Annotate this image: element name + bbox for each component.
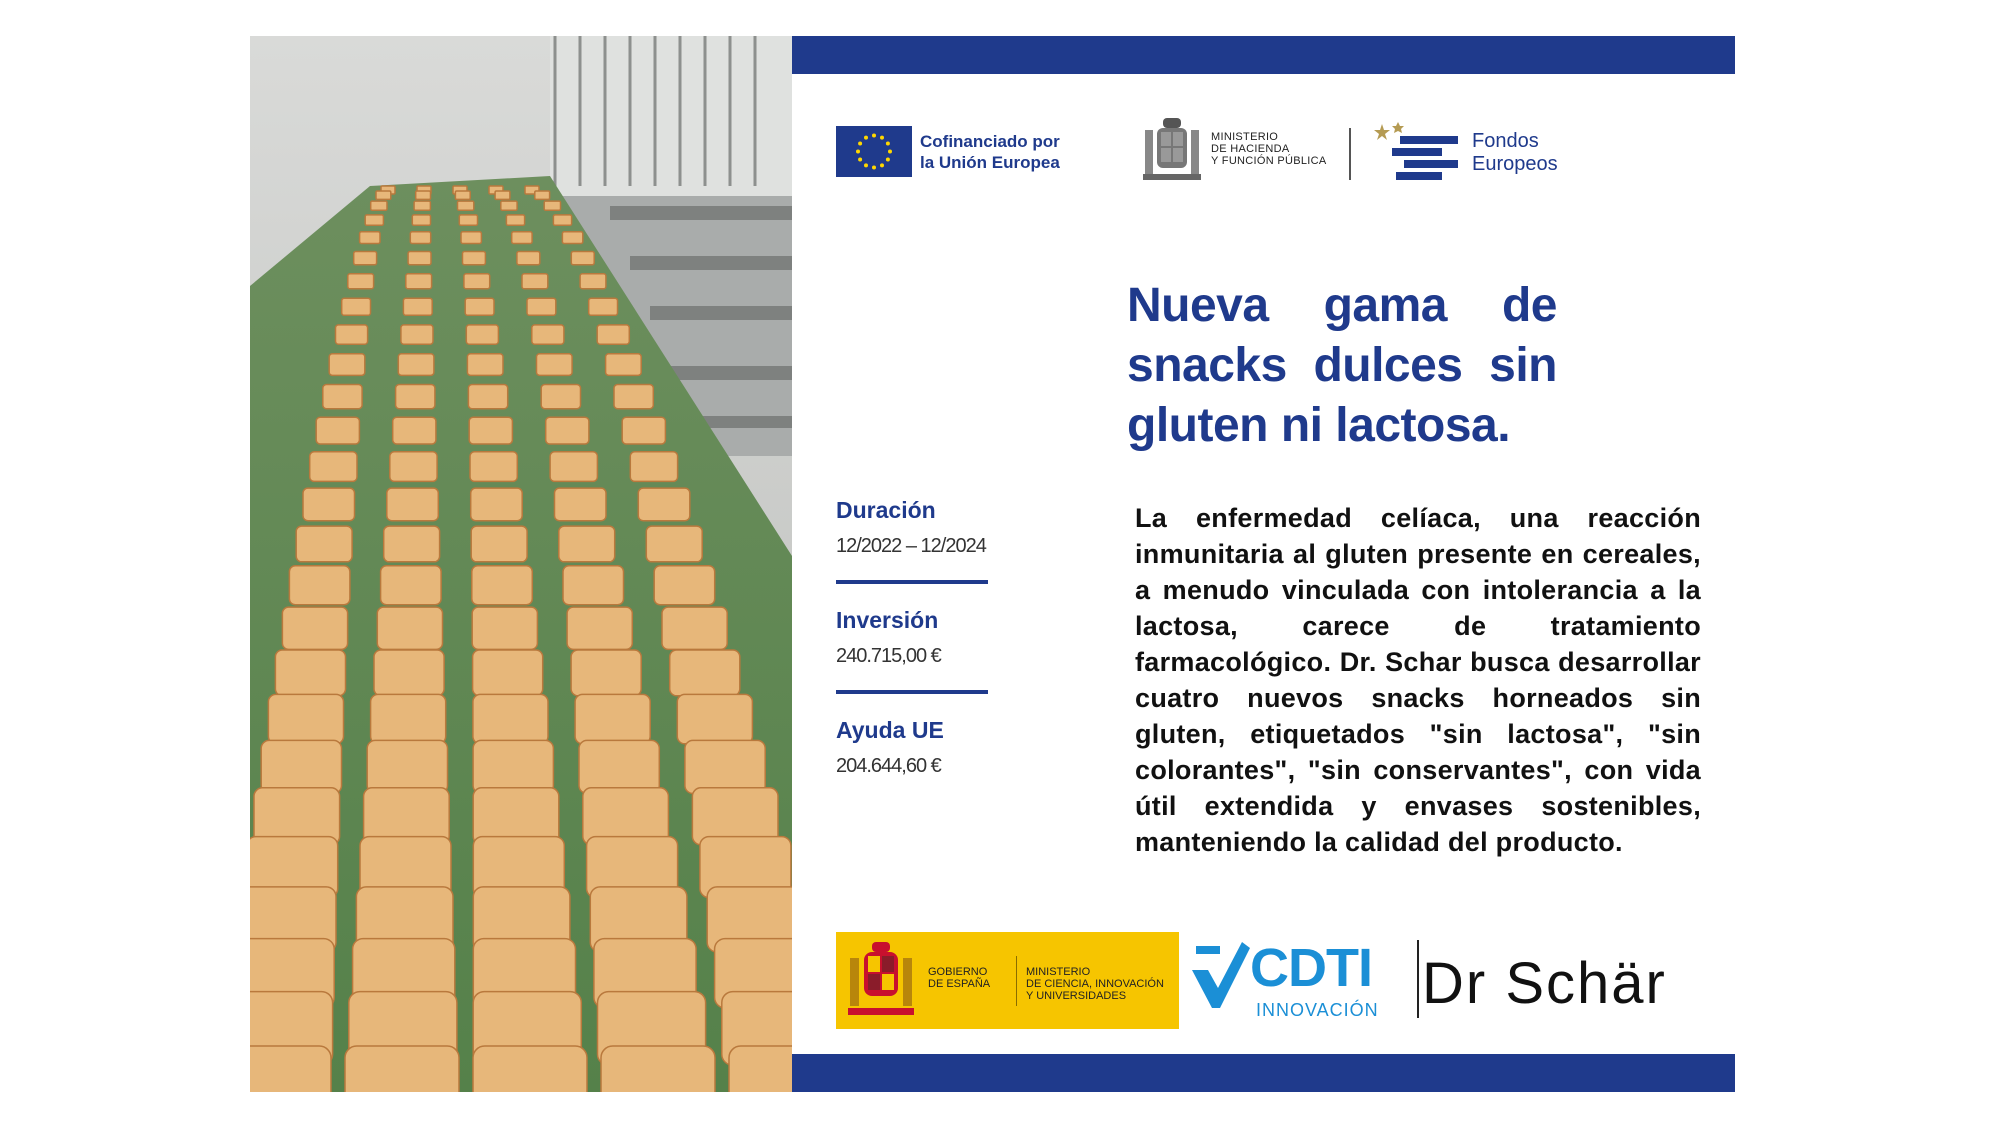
biscuit (670, 650, 740, 696)
biscuit (374, 650, 444, 696)
biscuit (601, 1046, 715, 1092)
biscuit (463, 252, 486, 265)
biscuit (345, 1046, 459, 1092)
bottom-band (792, 1054, 1735, 1092)
fact-inversion (836, 606, 988, 670)
cdti-logo (1192, 932, 1379, 1032)
biscuit (472, 566, 533, 605)
biscuit (381, 566, 442, 605)
eu-star-icon (858, 142, 862, 146)
biscuit (412, 215, 430, 225)
biscuit (396, 385, 435, 409)
eu-star-icon (872, 166, 876, 170)
schar-divider (1417, 940, 1419, 1018)
biscuit (646, 526, 702, 562)
biscuit (535, 191, 550, 199)
biscuit (398, 354, 434, 376)
fact-divider (836, 690, 988, 694)
biscuit (289, 566, 350, 605)
biscuit (336, 325, 368, 344)
fact-value: 204.644,60 € (836, 755, 941, 777)
biscuit (466, 325, 498, 344)
production-line-photo (250, 36, 792, 1092)
biscuit (468, 385, 507, 409)
biscuit (517, 252, 540, 265)
fact-label: Duración (836, 497, 936, 523)
dr-schar-logo: Dr Schär (1422, 951, 1667, 1016)
biscuit (310, 452, 357, 482)
fondos-europeos-logo (1374, 122, 1558, 184)
biscuit (406, 274, 432, 289)
biscuit (589, 298, 618, 315)
eu-cofinanced-logo (836, 126, 1060, 177)
biscuit (348, 274, 374, 289)
biscuit (562, 232, 582, 244)
biscuit (544, 201, 560, 210)
cdti-arrow-icon (1192, 942, 1252, 1012)
ministerio-ciencia-text: MINISTERIO DE CIENCIA, INNOVACIÓN Y UNIVERSIDADES (1026, 966, 1164, 1002)
biscuit (384, 526, 440, 562)
fact-divider (836, 580, 988, 584)
biscuit (455, 191, 470, 199)
biscuit (282, 607, 347, 649)
biscuit (371, 694, 446, 743)
biscuit (360, 232, 380, 244)
gobierno-text: GOBIERNO DE ESPAÑA (928, 966, 991, 990)
eu-flag-icon (836, 126, 912, 177)
biscuit (458, 201, 474, 210)
fact-label: Ayuda UE (836, 717, 944, 743)
biscuit (630, 452, 677, 482)
top-band (792, 36, 1735, 74)
biscuit (473, 740, 553, 793)
biscuit (473, 694, 548, 743)
biscuit (469, 417, 512, 444)
biscuit (546, 417, 589, 444)
biscuit (354, 252, 377, 265)
biscuit (638, 488, 690, 521)
biscuit (662, 607, 727, 649)
biscuit (550, 452, 597, 482)
biscuit (571, 650, 641, 696)
eu-star-icon (858, 158, 862, 162)
biscuit (729, 1046, 792, 1092)
biscuit (541, 385, 580, 409)
project-title: Nueva gama de snacks dulces sin gluten ni lactosa. (1127, 279, 1557, 452)
fact-value: 240.715,00 € (836, 645, 941, 667)
biscuit (527, 298, 556, 315)
eu-star-icon (880, 136, 884, 140)
fact-duracion (836, 496, 988, 560)
biscuit (465, 298, 494, 315)
biscuit (555, 488, 607, 521)
biscuit (473, 1046, 587, 1092)
biscuit (296, 526, 352, 562)
project-description: La enfermedad celíaca, una reacción inmunitaria al gluten presente en cereales, a menudo vinculada con intolerancia a la lactosa, carece de tratamiento farmacológico. Dr. Schar busca desarrollar cuatro nuevos snacks horneados sin gluten, etiquetados "sin lactosa", "sin colorantes", "sin conservantes", con vida útil extendida y envases sostenibles, manteniendo la calidad del producto. (1135, 503, 1701, 857)
biscuit (376, 191, 391, 199)
biscuit (471, 526, 527, 562)
biscuit (537, 354, 573, 376)
eu-star-icon (886, 158, 890, 162)
poster (250, 36, 1735, 1092)
biscuit (571, 252, 594, 265)
biscuit (410, 232, 430, 244)
biscuit (408, 252, 431, 265)
biscuit (553, 215, 571, 225)
fact-value: 12/2022 – 12/2024 (836, 535, 986, 557)
logo-divider (1349, 128, 1351, 180)
biscuit (470, 452, 517, 482)
biscuit (459, 215, 477, 225)
biscuit (563, 566, 624, 605)
gobierno-espana-logo (836, 932, 1179, 1029)
biscuit (250, 1046, 331, 1092)
biscuit (512, 232, 532, 244)
biscuit (614, 385, 653, 409)
biscuit (387, 488, 439, 521)
biscuit (365, 215, 383, 225)
eu-star-icon (886, 142, 890, 146)
biscuit (464, 274, 490, 289)
cdti-subtitle: INNOVACIÓN (1256, 1000, 1379, 1020)
biscuit (575, 694, 650, 743)
biscuit (501, 201, 517, 210)
eu-star-icon (856, 150, 860, 154)
biscuit (580, 274, 606, 289)
biscuit (559, 526, 615, 562)
biscuit (416, 191, 431, 199)
biscuit (567, 607, 632, 649)
biscuit (532, 325, 564, 344)
spain-crest-icon (846, 942, 916, 1018)
eu-star-icon (888, 150, 892, 154)
biscuit (323, 385, 362, 409)
biscuit (377, 607, 442, 649)
biscuit (390, 452, 437, 482)
ministerio-hacienda-text: MINISTERIO DE HACIENDA Y FUNCIÓN PÚBLICA (1211, 131, 1327, 167)
biscuit-conveyor-illustration (250, 36, 792, 1092)
biscuit (467, 354, 503, 376)
biscuit (506, 215, 524, 225)
biscuit (472, 607, 537, 649)
eu-star-icon (864, 163, 868, 167)
gobierno-divider (1016, 956, 1017, 1006)
biscuit (268, 694, 343, 743)
biscuit (495, 191, 510, 199)
biscuit (275, 650, 345, 696)
biscuit (401, 325, 433, 344)
eu-star-icon (880, 163, 884, 167)
biscuit (371, 201, 387, 210)
ministerio-hacienda-logo (1141, 116, 1327, 182)
biscuit (393, 417, 436, 444)
biscuit (579, 740, 659, 793)
biscuit (367, 740, 447, 793)
biscuit (471, 488, 523, 521)
biscuit (606, 354, 642, 376)
biscuit (316, 417, 359, 444)
biscuit (342, 298, 371, 315)
biscuit (403, 298, 432, 315)
biscuit (597, 325, 629, 344)
eu-logo-text: Cofinanciado por la Unión Europea (920, 131, 1060, 172)
biscuit (654, 566, 715, 605)
biscuit (685, 740, 765, 793)
fact-label: Inversión (836, 607, 939, 633)
fondos-europeos-text: Fondos Europeos (1472, 130, 1558, 175)
fondos-europeos-icon (1374, 122, 1460, 184)
eu-star-icon (872, 134, 876, 138)
biscuit (261, 740, 341, 793)
biscuit (303, 488, 355, 521)
biscuit (473, 650, 543, 696)
biscuit (677, 694, 752, 743)
biscuit (522, 274, 548, 289)
project-facts (836, 496, 988, 780)
eu-star-icon (864, 136, 868, 140)
biscuit (329, 354, 365, 376)
fact-ayuda-ue (836, 716, 988, 780)
spain-coat-of-arms-icon (1141, 116, 1203, 182)
biscuit (622, 417, 665, 444)
biscuit (461, 232, 481, 244)
biscuit (414, 201, 430, 210)
cdti-wordmark: CDTI (1250, 938, 1372, 998)
